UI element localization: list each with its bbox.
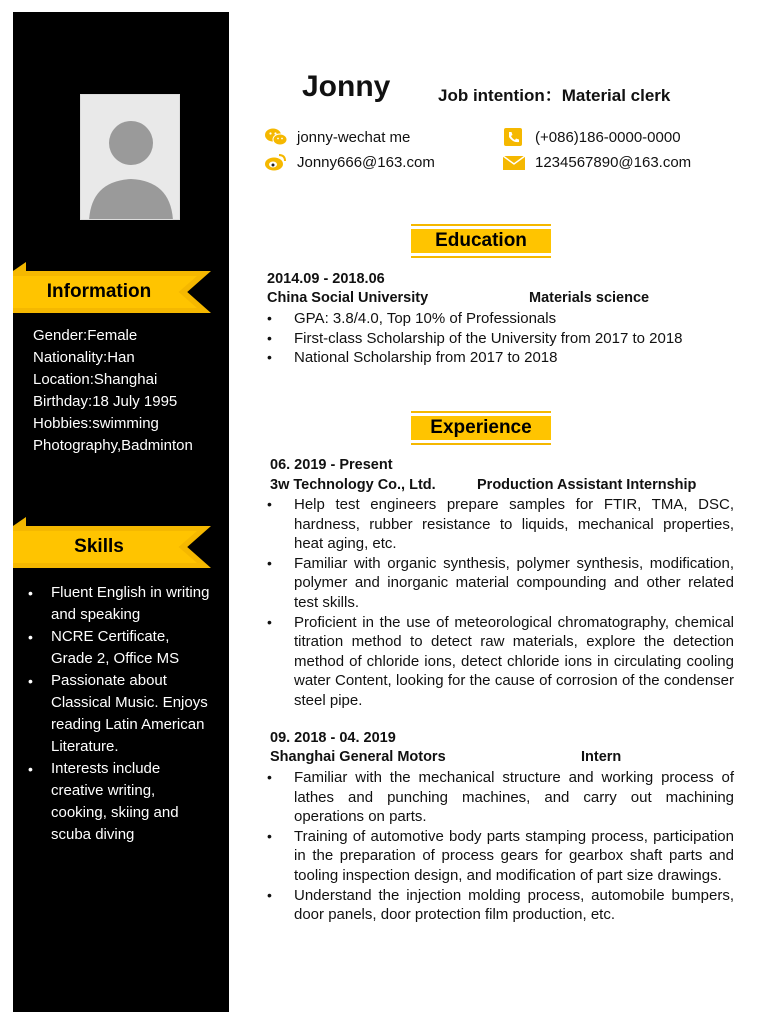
info-hobbies: Hobbies:swimming: [33, 415, 159, 432]
wechat-id: jonny-wechat me: [297, 128, 411, 146]
education-section-header: [411, 224, 551, 258]
skills-banner: [13, 526, 211, 568]
job-bullets: [267, 768, 734, 925]
job-bullets: [267, 495, 734, 711]
contact-wechat: [265, 128, 410, 146]
profile-photo: [80, 94, 180, 220]
contact-email: [503, 153, 691, 171]
list-item: • Familiar with organic synthesis, polymer synthesis, modification, polymer and inorganic material compounding and other related test skills.: [267, 554, 734, 613]
mail-icon: [503, 153, 525, 171]
list-item: • Familiar with the mechanical structure and working process of lathes and punching machines, and carry out machining operations on parts.: [267, 768, 734, 827]
skill-item: • Fluent English in writing and speaking: [24, 582, 214, 626]
list-item: • National Scholarship from 2017 to 2018: [267, 348, 734, 368]
info-location: Location:Shanghai: [33, 371, 158, 388]
job-intention: Job intention：Material clerk: [438, 86, 671, 105]
job-role: Production Assistant Internship: [477, 477, 697, 493]
job-company: 3w Technology Co., Ltd.: [270, 477, 436, 493]
education-bullets: [267, 309, 734, 368]
information-list: [33, 325, 223, 457]
list-item: • GPA: 3.8/4.0, Top 10% of Professionals: [267, 309, 734, 329]
information-heading: Information: [46, 281, 152, 302]
skill-item: • Passionate about Classical Music. Enjoys reading Latin American Literature.: [24, 670, 214, 758]
job-date: 09. 2018 - 04. 2019: [270, 730, 396, 746]
list-item: • Training of automotive body parts stamping process, participation in the preparation of process gears for gearbox shaft parts and tooling inspection design, and modification of part size drawings.: [267, 827, 734, 886]
information-banner: [13, 271, 211, 313]
email-address: 1234567890@163.com: [535, 153, 692, 171]
sidebar: [13, 12, 229, 1012]
skills-heading: Skills: [74, 536, 124, 557]
weibo-email: Jonny666@163.com: [297, 153, 435, 171]
education-date: 2014.09 - 2018.06: [267, 271, 385, 287]
education-heading: Education: [411, 229, 551, 253]
skill-item: • NCRE Certificate, Grade 2, Office MS: [24, 626, 214, 670]
experience-section-header: [411, 411, 551, 445]
experience-heading: Experience: [411, 416, 551, 440]
list-item: • Understand the injection molding process, automobile bumpers, door panels, door protection film production, etc.: [267, 886, 734, 925]
info-birthday: Birthday:18 July 1995: [33, 393, 178, 410]
contact-phone: [503, 128, 681, 146]
list-item: • Proficient in the use of meteorological chromatography, chemical titration method to detect raw materials, explore the detection method of chloride ions, detect chloride ions in circulating cooling water Content, looking for the cause of corrosion of the condenser steel pipe.: [267, 613, 734, 711]
info-hobbies-cont: Photography,Badminton: [33, 437, 193, 454]
info-gender: Gender:Female: [33, 327, 138, 344]
job-company: Shanghai General Motors: [270, 749, 446, 765]
list-item: • Help test engineers prepare samples for FTIR, TMA, DSC, hardness, rubber resistance to liquids, mechanical properties, heat aging, etc.: [267, 495, 734, 554]
job-role: Intern: [581, 749, 622, 765]
education-major: Materials science: [529, 290, 650, 306]
wechat-icon: [265, 128, 287, 146]
candidate-name: Jonny: [302, 70, 391, 103]
skill-item: • Interests include creative writing, cooking, skiing and scuba diving: [24, 758, 214, 846]
skills-list: [24, 582, 214, 846]
phone-icon: [503, 128, 525, 146]
info-nationality: Nationality:Han: [33, 349, 135, 366]
education-school: China Social University: [267, 290, 429, 306]
contact-weibo: [265, 153, 435, 171]
job-date: 06. 2019 - Present: [270, 457, 393, 473]
phone-number: (+086)186-0000-0000: [535, 128, 681, 146]
list-item: • First-class Scholarship of the University from 2017 to 2018: [267, 329, 734, 349]
weibo-icon: [265, 153, 287, 171]
